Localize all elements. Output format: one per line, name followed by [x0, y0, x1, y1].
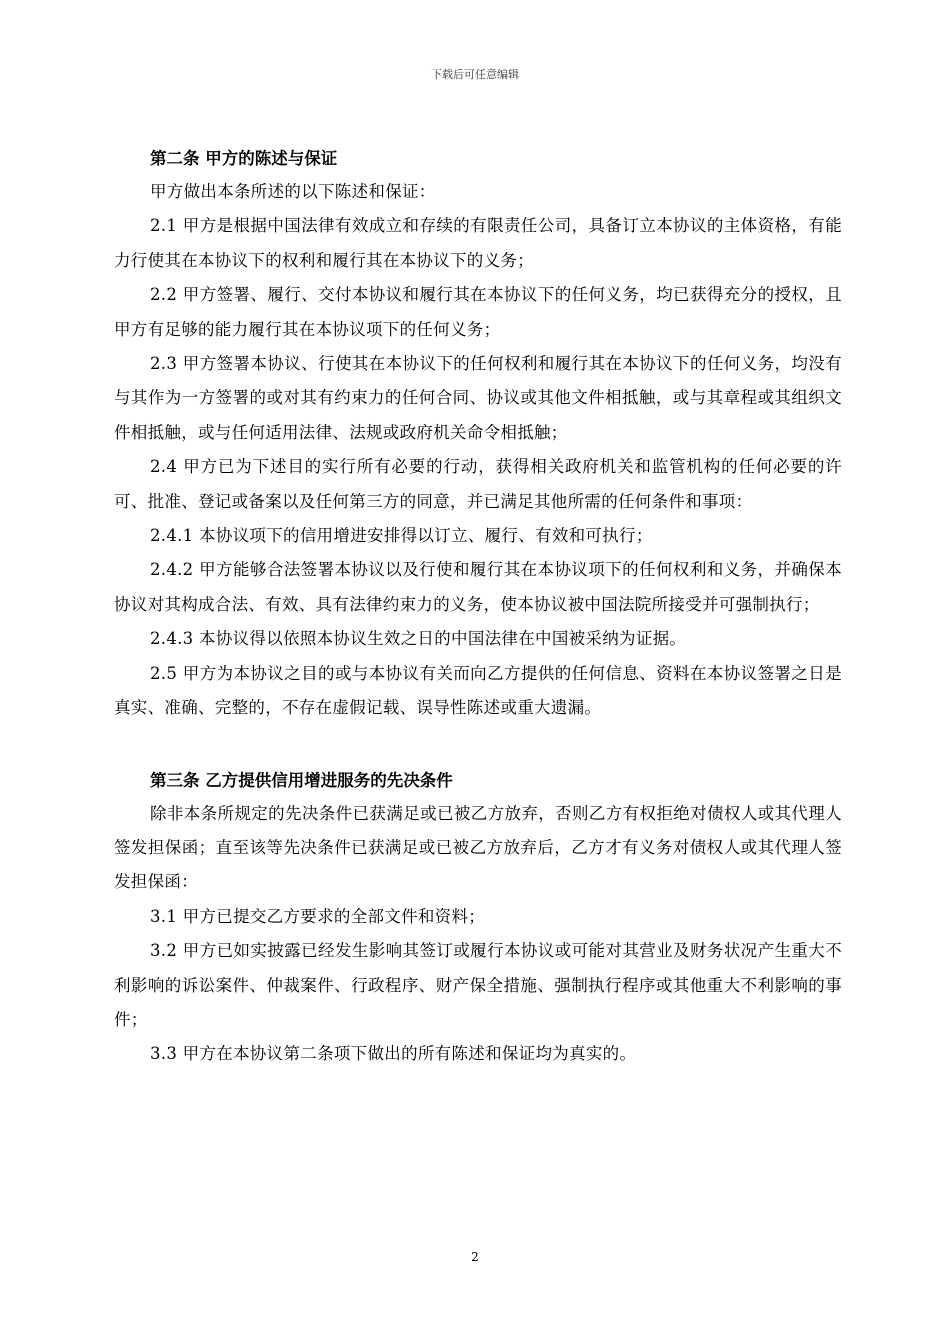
- section-2-paragraph: 2.3 甲方签署本协议、行使其在本协议下的任何权利和履行其在本协议下的任何义务，均没有与其作为一方签署的或对其有约束力的任何合同、协议或其他文件相抵触，或与其章程或其组织文件相抵触，或与任何适用法律、法规或政府机关命令相抵触；: [114, 354, 842, 442]
- section-2-paragraph: 2.4.1 本协议项下的信用增进安排得以订立、履行、有效和可执行；: [150, 526, 653, 546]
- section-2-title: 第二条 甲方的陈述与保证: [150, 149, 338, 168]
- section-2-paragraph: 2.4 甲方已为下述目的实行所有必要的行动，获得相关政府机关和监管机构的任何必要的许可、批准、登记或备案以及任何第三方的同意，并已满足其他所需的任何条件和事项：: [114, 457, 842, 511]
- section-3-paragraph: 3.1 甲方已提交乙方要求的全部文件和资料；: [150, 906, 486, 926]
- section-3-title: 第三条 乙方提供信用增进服务的先决条件: [150, 770, 453, 790]
- section-2-paragraph: 2.2 甲方签署、履行、交付本协议和履行其在本协议下的任何义务，均已获得充分的授权，且甲方有足够的能力履行其在本协议项下的任何义务；: [114, 285, 842, 339]
- document-body: [114, 142, 842, 1072]
- section-2-paragraph: 2.4.3 本协议得以依照本协议生效之日的中国法律在中国被采纳为证据。: [150, 629, 687, 649]
- section-3-paragraph: 3.2 甲方已如实披露已经发生影响其签订或履行本协议或可能对其营业及财务状况产生重大不利影响的诉讼案件、仲裁案件、行政程序、财产保全措施、强制执行程序或其他重大不利影响的事件；: [114, 941, 842, 1029]
- section-3-paragraph: 除非本条所规定的先决条件已获满足或已被乙方放弃，否则乙方有权拒绝对债权人或其代理人签发担保函；直至该等先决条件已获满足或已被乙方放弃后，乙方才有义务对债权人或其代理人签发担保函：: [114, 803, 842, 892]
- section-spacer: [114, 726, 842, 764]
- section-2-paragraph: 甲方做出本条所述的以下陈述和保证：: [150, 182, 436, 201]
- page-number: 2: [471, 1250, 479, 1264]
- section-2-paragraph: 2.1 甲方是根据中国法律有效成立和存续的有限责任公司，具备订立本协议的主体资格，有能力行使其在本协议下的权利和履行其在本协议下的义务；: [114, 216, 842, 270]
- section-2-paragraph: 2.5 甲方为本协议之目的或与本协议有关而向乙方提供的任何信息、资料在本协议签署之日是真实、准确、完整的，不存在虚假记载、误导性陈述或重大遗漏。: [114, 663, 842, 718]
- section-3-paragraph: 3.3 甲方在本协议第二条项下做出的所有陈述和保证均为真实的。: [150, 1044, 637, 1064]
- section-2-paragraph: 2.4.2 甲方能够合法签署本协议以及行使和履行其在本协议项下的任何权利和义务，并确保本协议对其构成合法、有效、具有法律约束力的义务，使本协议被中国法院所接受并可强制执行；: [114, 560, 842, 614]
- page-header: 下载后可任意编辑: [431, 68, 519, 81]
